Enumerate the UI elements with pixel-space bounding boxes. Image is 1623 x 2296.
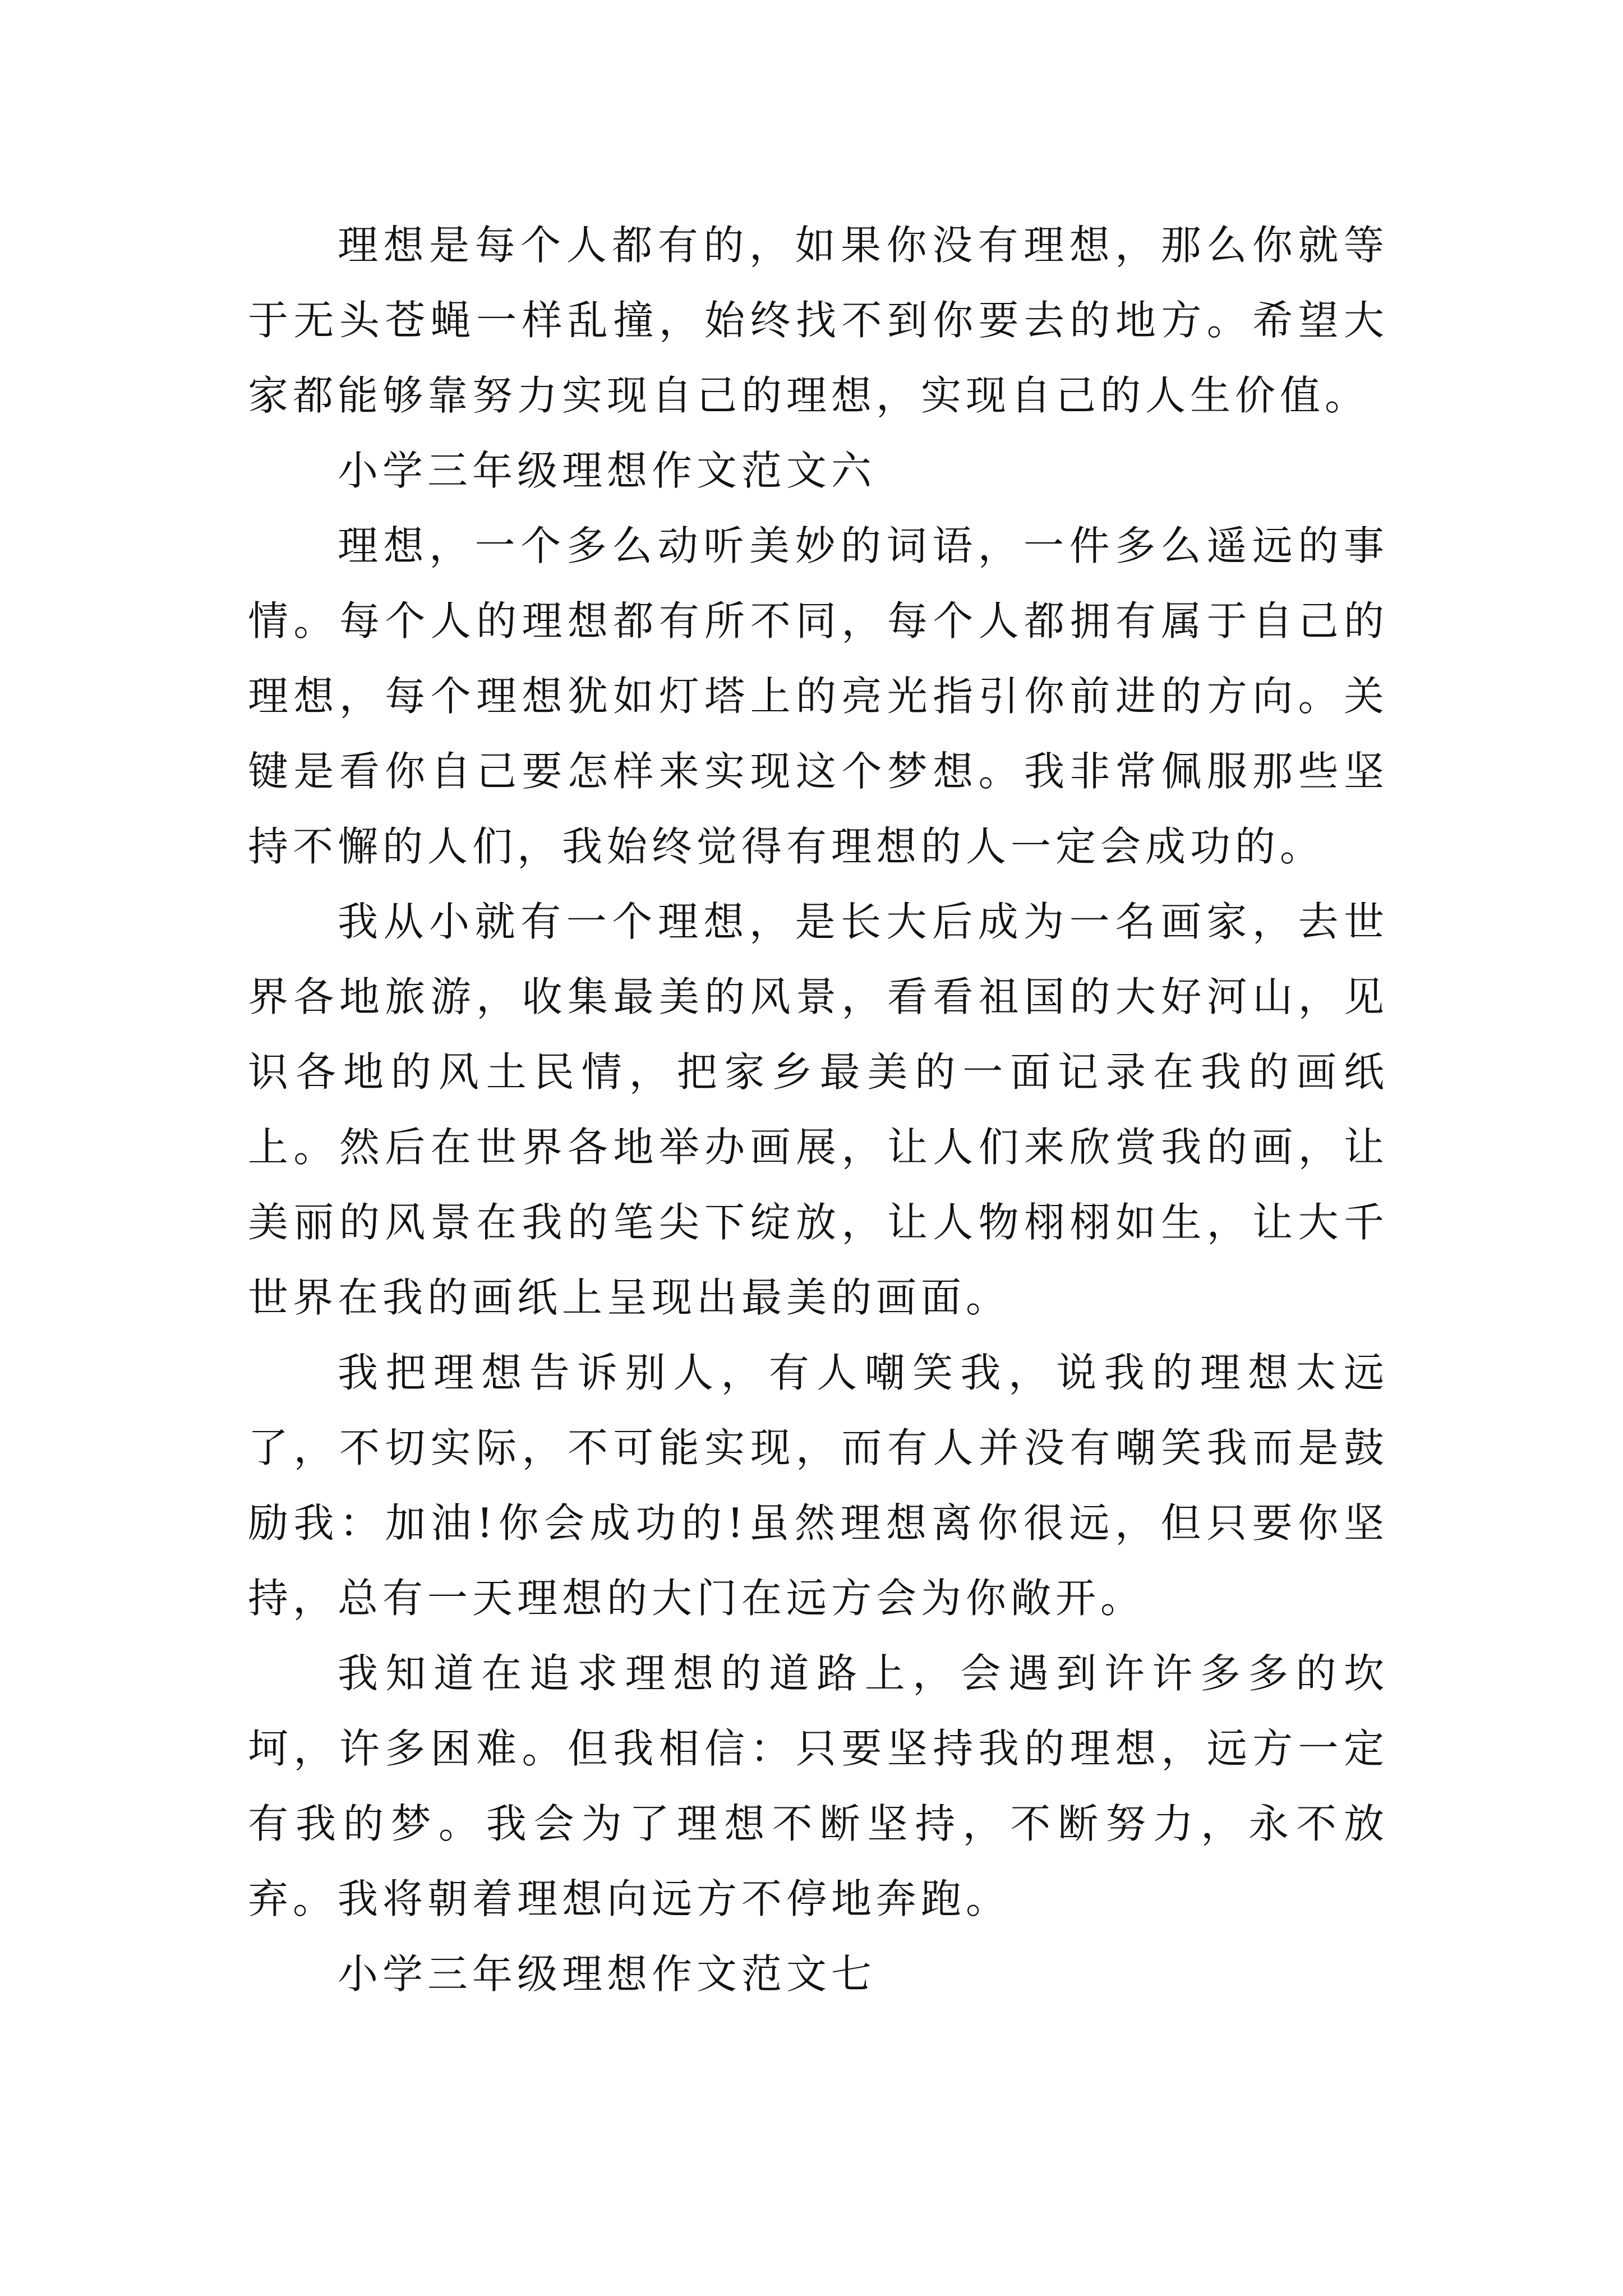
document-body [248,208,1389,2012]
paragraph-painter-dream: 我从小就有一个理想，是长大后成为一名画家，去世界各地旅游，收集最美的风景，看看祖国的大好河山，见识各地的风土民情，把家乡最美的一面记录在我的画纸上。然后在世界各地举办画展，让人们来欣赏我的画，让美丽的风景在我的笔尖下绽放，让人物栩栩如生，让大千世界在我的画纸上呈现出最美的画面。 [248,898,1389,1321]
essay-heading-seven: 小学三年级理想作文范文七 [338,1950,877,1998]
paragraph-encouragement: 我把理想告诉别人，有人嘲笑我，说我的理想太远了，不切实际，不可能实现，而有人并没有嘲笑我而是鼓励我：加油!你会成功的!虽然理想离你很远，但只要你坚持，总有一天理想的大门在远方会为你敞开。 [248,1349,1389,1622]
paragraph-closing: 理想是每个人都有的，如果你没有理想，那么你就等于无头苍蝇一样乱撞，始终找不到你要去的地方。希望大家都能够靠努力实现自己的理想，实现自己的人生价值。 [248,222,1389,419]
essay-heading-six: 小学三年级理想作文范文六 [338,447,877,494]
paragraph-perseverance: 我知道在追求理想的道路上，会遇到许许多多的坎坷，许多困难。但我相信：只要坚持我的理想，远方一定有我的梦。我会为了理想不断坚持，不断努力，永不放弃。我将朝着理想向远方不停地奔跑。 [248,1650,1389,1922]
paragraph-intro: 理想，一个多么动听美妙的词语，一件多么遥远的事情。每个人的理想都有所不同，每个人都拥有属于自己的理想，每个理想犹如灯塔上的亮光指引你前进的方向。关键是看你自己要怎样来实现这个梦想。我非常佩服那些坚持不懈的人们，我始终觉得有理想的人一定会成功的。 [248,522,1389,870]
